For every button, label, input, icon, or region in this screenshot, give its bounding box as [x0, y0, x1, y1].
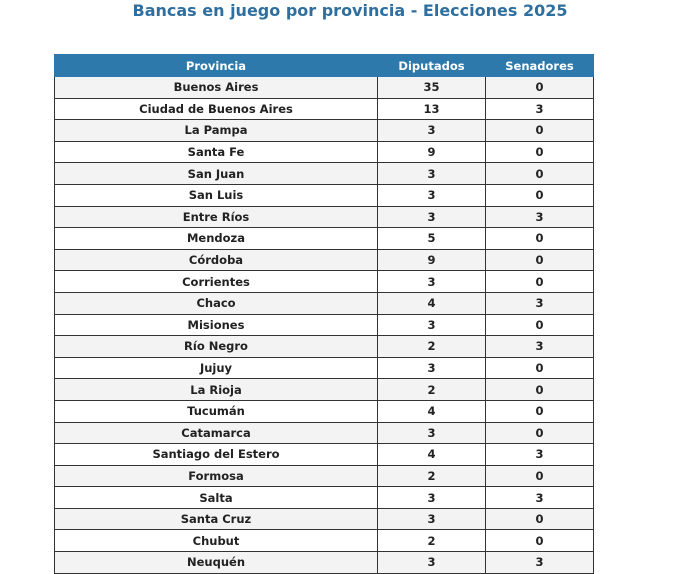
senadores-cell: 0: [486, 465, 594, 487]
provincia-cell: Santa Fe: [55, 141, 378, 163]
provincia-cell: Santiago del Estero: [55, 444, 378, 466]
table-body: [55, 77, 594, 574]
diputados-cell: 3: [378, 271, 486, 293]
column-header-senadores: Senadores: [486, 55, 594, 77]
diputados-cell: 9: [378, 141, 486, 163]
provincia-cell: Santa Cruz: [55, 508, 378, 530]
provincia-cell: La Pampa: [55, 120, 378, 142]
diputados-cell: 13: [378, 98, 486, 120]
senadores-cell: 3: [486, 98, 594, 120]
provincia-cell: Tucumán: [55, 400, 378, 422]
table-row: [55, 422, 594, 444]
diputados-cell: 2: [378, 379, 486, 401]
table-row: [55, 228, 594, 250]
table-row: [55, 530, 594, 552]
table-row: [55, 465, 594, 487]
senadores-cell: 0: [486, 120, 594, 142]
table-row: [55, 508, 594, 530]
table-row: [55, 292, 594, 314]
provincia-cell: Neuquén: [55, 552, 378, 574]
senadores-cell: 3: [486, 206, 594, 228]
table-row: [55, 357, 594, 379]
diputados-cell: 2: [378, 465, 486, 487]
senadores-cell: 0: [486, 77, 594, 99]
senadores-cell: 0: [486, 271, 594, 293]
provincia-cell: Chaco: [55, 292, 378, 314]
column-header-provincia: Provincia: [55, 55, 378, 77]
column-header-diputados: Diputados: [378, 55, 486, 77]
senadores-cell: 0: [486, 422, 594, 444]
diputados-cell: 2: [378, 530, 486, 552]
provincia-cell: San Juan: [55, 163, 378, 185]
provincia-cell: Corrientes: [55, 271, 378, 293]
provincia-cell: Mendoza: [55, 228, 378, 250]
diputados-cell: 4: [378, 292, 486, 314]
senadores-cell: 3: [486, 444, 594, 466]
senadores-cell: 0: [486, 508, 594, 530]
senadores-cell: 0: [486, 163, 594, 185]
table-row: [55, 163, 594, 185]
provincia-cell: San Luis: [55, 184, 378, 206]
senadores-cell: 0: [486, 249, 594, 271]
diputados-cell: 3: [378, 120, 486, 142]
table-row: [55, 141, 594, 163]
senadores-cell: 0: [486, 400, 594, 422]
diputados-cell: 3: [378, 314, 486, 336]
senadores-cell: 0: [486, 228, 594, 250]
diputados-cell: 4: [378, 444, 486, 466]
table-row: [55, 271, 594, 293]
chart-title: Bancas en juego por provincia - Elecciones 2025: [132, 1, 568, 20]
table-row: [55, 120, 594, 142]
diputados-cell: 3: [378, 487, 486, 509]
senadores-cell: 3: [486, 336, 594, 358]
provincia-cell: Chubut: [55, 530, 378, 552]
table-row: [55, 400, 594, 422]
provincia-cell: Salta: [55, 487, 378, 509]
table-row: [55, 552, 594, 574]
provincia-cell: Misiones: [55, 314, 378, 336]
senadores-cell: 0: [486, 357, 594, 379]
provincia-cell: Catamarca: [55, 422, 378, 444]
senadores-cell: 3: [486, 487, 594, 509]
table-row: [55, 77, 594, 99]
diputados-cell: 5: [378, 228, 486, 250]
provincia-cell: Río Negro: [55, 336, 378, 358]
diputados-cell: 3: [378, 163, 486, 185]
diputados-cell: 3: [378, 357, 486, 379]
table-row: [55, 98, 594, 120]
table-row: [55, 206, 594, 228]
table-row: [55, 314, 594, 336]
table-header-row: [55, 55, 594, 77]
table-row: [55, 379, 594, 401]
table-row: [55, 336, 594, 358]
diputados-cell: 3: [378, 206, 486, 228]
table-row: [55, 487, 594, 509]
provincia-cell: Formosa: [55, 465, 378, 487]
senadores-cell: 3: [486, 552, 594, 574]
seats-table: [54, 54, 594, 574]
provincia-cell: Córdoba: [55, 249, 378, 271]
diputados-cell: 9: [378, 249, 486, 271]
provincia-cell: Buenos Aires: [55, 77, 378, 99]
diputados-cell: 35: [378, 77, 486, 99]
senadores-cell: 0: [486, 379, 594, 401]
table-row: [55, 444, 594, 466]
provincia-cell: Entre Ríos: [55, 206, 378, 228]
diputados-cell: 2: [378, 336, 486, 358]
provincia-cell: Jujuy: [55, 357, 378, 379]
diputados-cell: 3: [378, 184, 486, 206]
senadores-cell: 0: [486, 184, 594, 206]
senadores-cell: 0: [486, 530, 594, 552]
diputados-cell: 3: [378, 508, 486, 530]
diputados-cell: 3: [378, 422, 486, 444]
senadores-cell: 0: [486, 314, 594, 336]
senadores-cell: 0: [486, 141, 594, 163]
diputados-cell: 3: [378, 552, 486, 574]
senadores-cell: 3: [486, 292, 594, 314]
table-row: [55, 249, 594, 271]
provincia-cell: La Rioja: [55, 379, 378, 401]
diputados-cell: 4: [378, 400, 486, 422]
provincia-cell: Ciudad de Buenos Aires: [55, 98, 378, 120]
table-row: [55, 184, 594, 206]
